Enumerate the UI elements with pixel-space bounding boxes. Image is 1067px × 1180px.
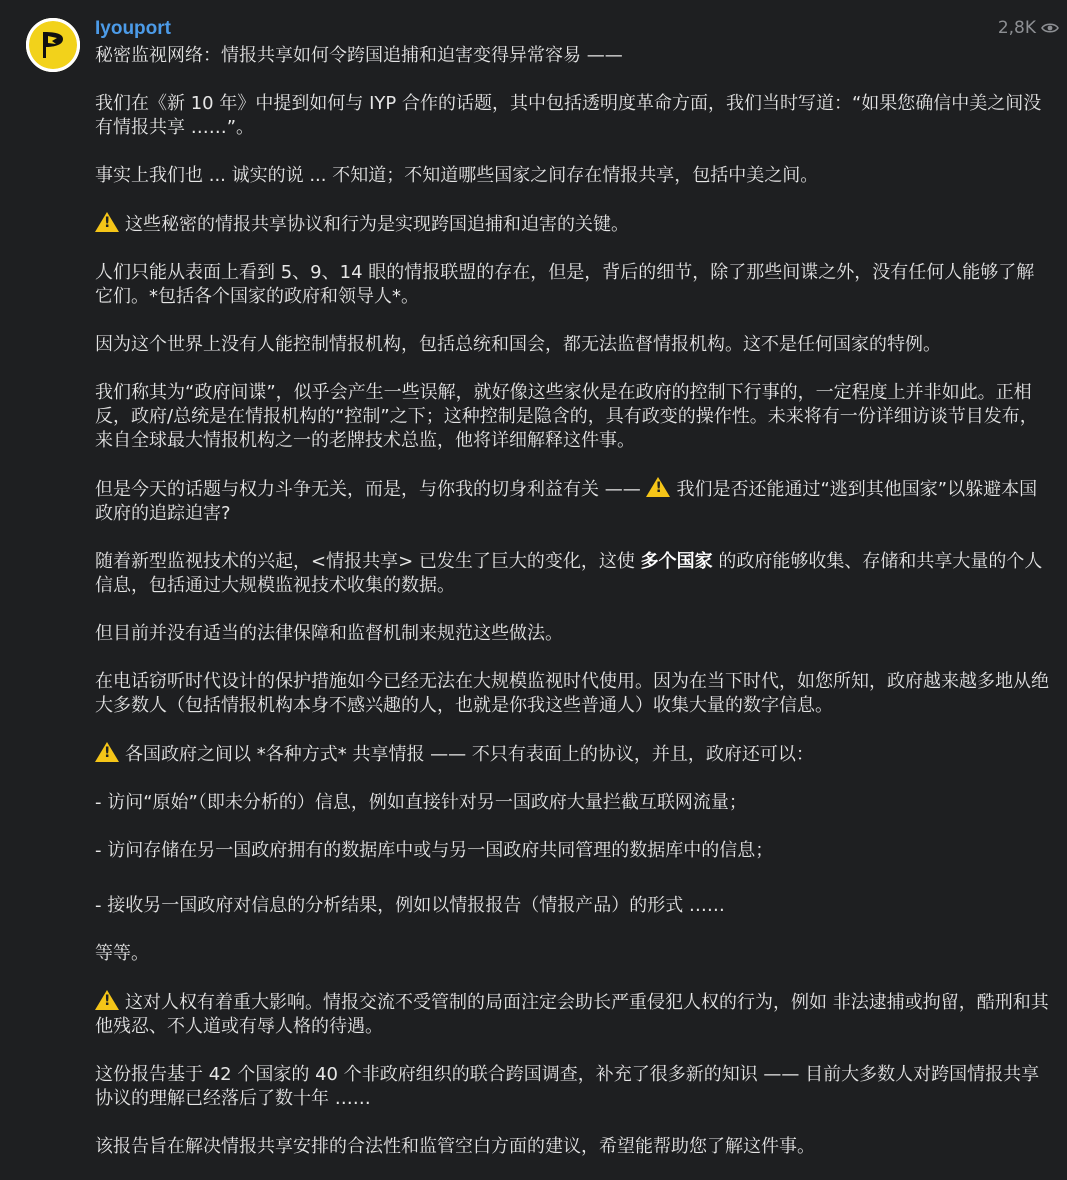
paragraph-text: 这些秘密的情报共享协议和行为是实现跨国追捕和迫害的关键。 — [125, 214, 629, 235]
list-item: - 接收另一国政府对信息的分析结果，例如以情报报告（情报产品）的形式 …… — [95, 895, 725, 916]
view-count — [998, 18, 1059, 38]
paragraph: 因为这个世界上没有人能控制情报机构，包括总统和国会，都无法监督情报机构。这不是任何国家的特例。 — [95, 334, 941, 355]
paragraph: 在电话窃听时代设计的保护措施如今已经无法在大规模监视时代使用。因为在当下时代，如您所知，政府越来越多地从绝大多数人（包括情报机构本身不感兴趣的人，也就是你我这些普通人）收集大量的数字信息。 — [95, 671, 1049, 716]
paragraph-text: 我们是否还能通过“逃到其他国家”以躲避本国政府的追踪迫害? — [95, 479, 1038, 524]
warning-icon — [95, 212, 119, 232]
post-title: 秘密监视网络：情报共享如何令跨国追捕和迫害变得异常容易 —— — [95, 45, 623, 66]
paragraph: 我们称其为“政府间谍”，似乎会产生一些误解，就好像这些家伙是在政府的控制下行事的，一定程度上并非如此。正相反，政府/总统是在情报机构的“控制”之下；这种控制是隐含的，具有政变的操作性。未来将有一份详细访谈节目发布，来自全球最大情报机构之一的老牌技术总监，他将详细解释这件事。 — [95, 382, 1038, 451]
channel-avatar[interactable] — [26, 18, 80, 72]
paragraph: 等等。 — [95, 943, 149, 964]
warning-icon — [95, 990, 119, 1010]
warning-paragraph — [95, 212, 1050, 237]
paragraph: 我们在《新 10 年》中提到如何与 IYP 合作的话题，其中包括透明度革命方面，我们当时写道：“如果您确信中美之间没有情报共享 ……”。 — [95, 93, 1042, 138]
paragraph: 人们只能从表面上看到 5、9、14 眼的情报联盟的存在，但是，背后的细节，除了那些间谍之外，没有任何人能够了解它们。*包括各个国家的政府和领导人*。 — [95, 262, 1035, 307]
paragraph: 事实上我们也 ... 诚实的说 ... 不知道；不知道哪些国家之间存在情报共享，包括中美之间。 — [95, 165, 819, 186]
warning-paragraph — [95, 742, 1050, 767]
view-count-value: 2,8K — [997, 18, 1036, 38]
list-item: - 访问“原始”（即未分析的）信息，例如直接针对另一国政府大量拦截互联网流量； — [95, 792, 747, 813]
bold-text: 多个国家 — [640, 551, 713, 572]
post-body — [95, 44, 1050, 1159]
paragraph-text: 的政府能够收集、存储和共享大量的个人信息，包括通过大规模监视技术收集的数据。 — [95, 551, 1043, 596]
paragraph-text: 这对人权有着重大影响。情报交流不受管制的局面注定会助长严重侵犯人权的行为，例如 非法逮捕或拘留，酷刑和其他残忍、不人道或有辱人格的待遇。 — [95, 992, 1049, 1037]
paragraph: 该报告旨在解决情报共享安排的合法性和监管空白方面的建议，希望能帮助您了解这件事。 — [95, 1136, 815, 1157]
paragraph: 这份报告基于 42 个国家的 40 个非政府组织的联合跨国调查，补充了很多新的知识 —— 目前大多数人对跨国情报共享协议的理解已经落后了数十年 …… — [95, 1064, 1040, 1109]
list-item: - 访问存储在另一国政府拥有的数据库中或与另一国政府共同管理的数据库中的信息； — [95, 840, 774, 861]
paragraph-text: 但是今天的话题与权力斗争无关，而是，与你我的切身利益有关 —— — [95, 479, 647, 500]
paragraph-text: 随着新型监视技术的兴起，<情报共享> 已发生了巨大的变化，这使 — [95, 551, 641, 572]
warning-paragraph — [95, 990, 1050, 1039]
warning-icon — [95, 742, 119, 762]
paragraph-text: 各国政府之间以 *各种方式* 共享情报 —— 不只有表面上的协议，并且，政府还可以： — [125, 744, 814, 765]
channel-name[interactable]: Iyouport — [95, 18, 171, 39]
paragraph: 但目前并没有适当的法律保障和监督机制来规范这些做法。 — [95, 623, 563, 644]
warning-icon — [646, 477, 670, 497]
pirate-flag-logo-icon — [26, 18, 80, 72]
paragraph — [95, 550, 1050, 598]
eye-icon — [1041, 22, 1059, 34]
warning-paragraph — [95, 477, 1050, 526]
